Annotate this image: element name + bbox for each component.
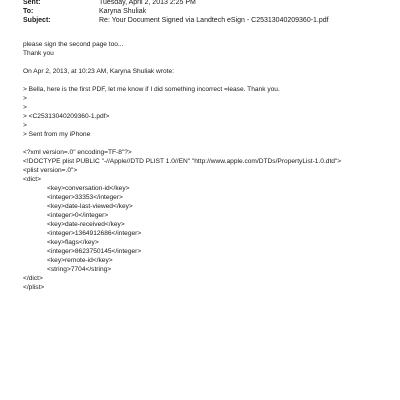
to-value: Karyna Shuliak — [99, 8, 147, 15]
sent-value: Tuesday, April 2, 2013 2:25 PM — [99, 0, 196, 6]
plist-close-line: </dict> — [23, 275, 43, 282]
reply-line: Thank you — [23, 50, 54, 57]
plist-line: <!DOCTYPE plist PUBLIC "-//Apple//DTD PLIST 1.0//EN" "http://www.apple.com/DTDs/PropertyList-1.0.dtd"> — [23, 158, 342, 165]
plist-dict-line: <key>date-last-viewed</key> — [47, 203, 133, 210]
to-label: To: — [23, 8, 34, 15]
subject-value: Re: Your Document Signed via Landtech eSign - C25313040209360-1.pdf — [99, 17, 329, 24]
plist-dict-line: <key>conversation-id</key> — [47, 185, 130, 192]
quoted-line: > Bella, here is the first PDF, let me know if I did something incorrect =lease. Thank you. — [23, 86, 280, 93]
quoted-line: > — [23, 104, 27, 111]
plist-dict-line: <integer>0</integer> — [47, 212, 109, 219]
plist-dict-line: <integer>8623750145</integer> — [47, 248, 142, 255]
quoted-line: > — [23, 122, 27, 129]
plist-line: <plist version=.0"> — [23, 167, 78, 174]
subject-label: Subject: — [23, 17, 51, 24]
plist-dict-line: <key>date-received</key> — [47, 221, 125, 228]
plist-line: <dict> — [23, 176, 41, 183]
sent-label: Sent: — [23, 0, 41, 6]
quoted-line: > — [23, 95, 27, 102]
plist-dict-line: <integer>1364912686</integer> — [47, 230, 142, 237]
plist-dict-line: <key>remote-id</key> — [47, 257, 113, 264]
plist-dict-line: <string>7704</string> — [47, 266, 112, 273]
reply-line: please sign the second page too... — [23, 41, 124, 48]
plist-dict-line: <integer>33353</integer> — [47, 194, 123, 201]
quote-intro: On Apr 2, 2013, at 10:23 AM, Karyna Shuliak wrote: — [23, 68, 175, 75]
plist-dict-line: <key>flags</key> — [47, 239, 99, 246]
plist-close-line: </plist> — [23, 284, 45, 291]
quoted-line: > Sent from my iPhone — [23, 131, 91, 138]
quoted-line: > <C25313040209360-1.pdf> — [23, 113, 110, 120]
plist-line: <?xml version=.0" encoding=TF-8"?> — [23, 149, 132, 156]
